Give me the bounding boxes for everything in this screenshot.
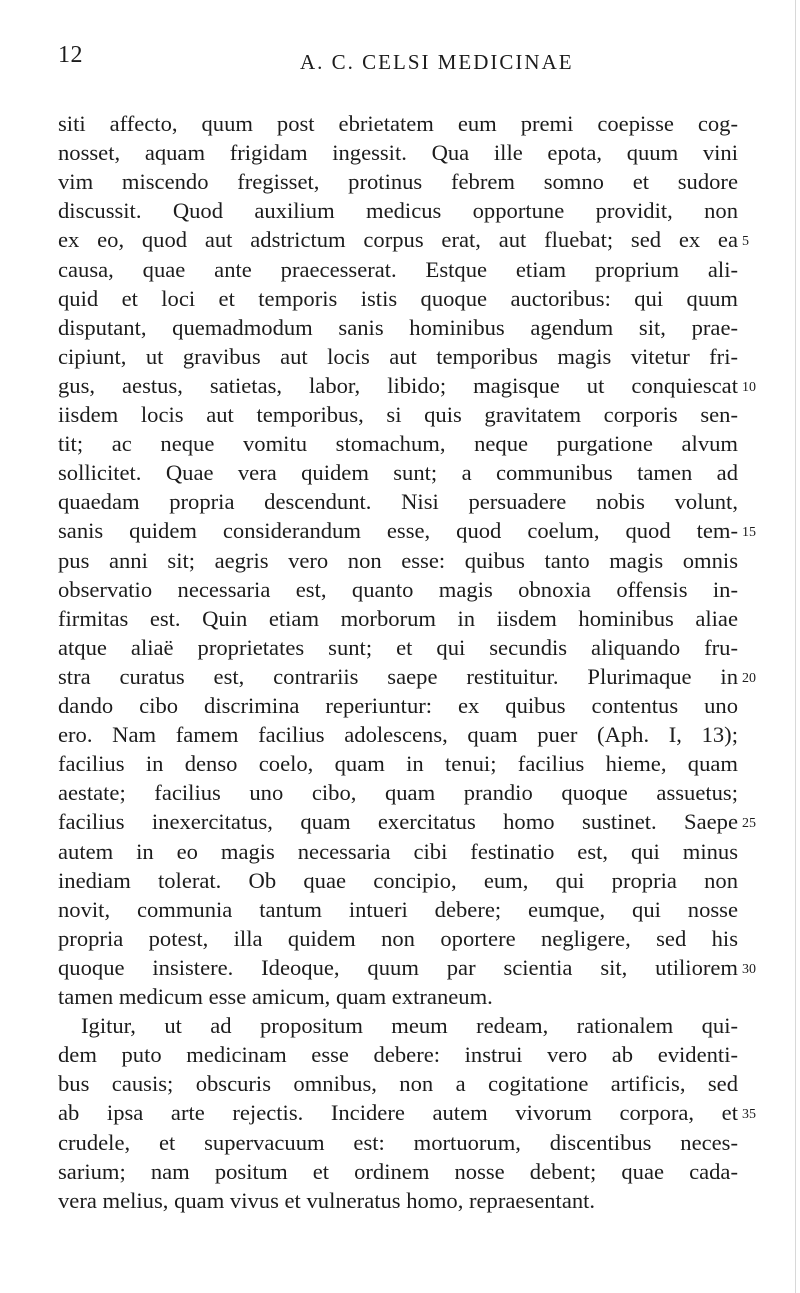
text-line: ero. Nam famem facilius adolescens, quam puer (Aph. I, 13); [58,722,738,747]
text-line: ab ipsa arte rejectis. Incidere autem vivorum corpora, et [58,1100,738,1125]
text-line: inediam tolerat. Ob quae concipio, eum, qui propria non [58,868,738,893]
text-line: facilius in denso coelo, quam in tenui; facilius hieme, quam [58,751,738,776]
text-line: facilius inexercitatus, quam exercitatus homo sustinet. Saepe [58,809,738,834]
text-line: novit, communia tantum intueri debere; eumque, qui nosse [58,897,738,922]
text-line: Igitur, ut ad propositum meum redeam, rationalem qui- [81,1013,738,1038]
text-line: sanis quidem considerandum esse, quod coelum, quod tem- [58,518,738,543]
text-line: tit; ac neque vomitu stomachum, neque purgatione alvum [58,431,738,456]
text-line: bus causis; obscuris omnibus, non a cogitatione artificis, sed [58,1071,738,1096]
line-number: 25 [742,816,756,831]
text-line: quid et loci et temporis istis quoque auctoribus: qui quum [58,286,738,311]
text-line: sarium; nam positum et ordinem nosse debent; quae cada- [58,1159,738,1184]
text-line: gus, aestus, satietas, labor, libido; magisque ut conquiescat [58,373,738,398]
line-number: 20 [742,671,756,686]
text-line: causa, quae ante praecesserat. Estque etiam proprium ali- [58,257,738,282]
text-line: tamen medicum esse amicum, quam extraneum. [58,984,493,1009]
text-line: sollicitet. Quae vera quidem sunt; a communibus tamen ad [58,460,738,485]
text-line: cipiunt, ut gravibus aut locis aut temporibus magis vitetur fri- [58,344,738,369]
text-line: siti affecto, quum post ebrietatem eum premi coepisse cog- [58,111,738,136]
text-line: quaedam propria descendunt. Nisi persuadere nobis volunt, [58,489,738,514]
running-head: A. C. CELSI MEDICINAE [300,50,574,74]
line-number: 15 [742,525,756,540]
text-line: nosset, aquam frigidam ingessit. Qua ille epota, quum vini [58,140,738,165]
page-number: 12 [58,42,83,68]
text-line: stra curatus est, contrariis saepe restituitur. Plurimaque in [58,664,738,689]
text-line: observatio necessaria est, quanto magis obnoxia offensis in- [58,577,738,602]
text-line: iisdem locis aut temporibus, si quis gravitatem corporis sen- [58,402,738,427]
text-line: dando cibo discrimina reperiuntur: ex quibus contentus uno [58,693,738,718]
text-line: discussit. Quod auxilium medicus opportune providit, non [58,198,738,223]
text-line: aestate; facilius uno cibo, quam prandio quoque assuetus; [58,780,738,805]
line-number: 30 [742,962,756,977]
line-number: 35 [742,1107,756,1122]
page-edge [795,0,796,1293]
text-line: quoque insistere. Ideoque, quum par scientia sit, utiliorem [58,955,738,980]
line-number: 5 [742,234,749,249]
text-line: pus anni sit; aegris vero non esse: quibus tanto magis omnis [58,548,738,573]
text-line: propria potest, illa quidem non oportere negligere, sed his [58,926,738,951]
text-line: vera melius, quam vivus et vulneratus homo, repraesentant. [58,1188,596,1213]
text-line: firmitas est. Quin etiam morborum in iisdem hominibus aliae [58,606,738,631]
text-line: disputant, quemadmodum sanis hominibus agendum sit, prae- [58,315,738,340]
line-number: 10 [742,380,756,395]
text-line: ex eo, quod aut adstrictum corpus erat, aut fluebat; sed ex ea [58,227,738,252]
text-line: dem puto medicinam esse debere: instrui vero ab evidenti- [58,1042,738,1067]
text-line: autem in eo magis necessaria cibi festinatio est, qui minus [58,839,738,864]
text-line: vim miscendo fregisset, protinus febrem somno et sudore [58,169,738,194]
text-line: atque aliaë proprietates sunt; et qui secundis aliquando fru- [58,635,738,660]
text-line: crudele, et supervacuum est: mortuorum, discentibus neces- [58,1130,738,1155]
